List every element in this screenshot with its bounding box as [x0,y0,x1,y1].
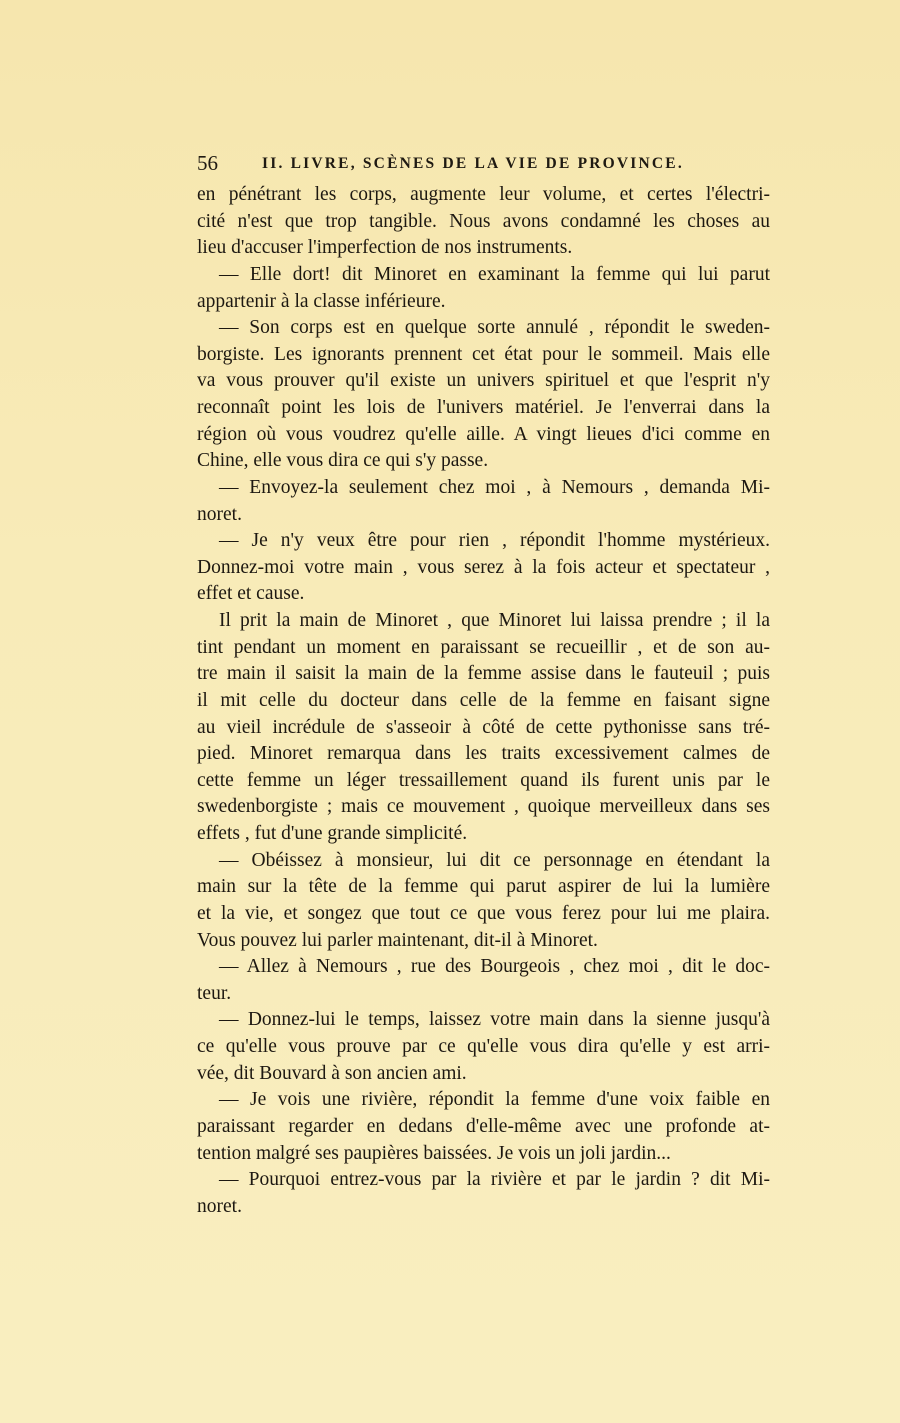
text-line: Il prit la main de Minoret , que Minoret lui laissa prendre ; il la [219,610,770,631]
text-line: ce qu'elle vous prouve par ce qu'elle vous dira qu'elle y est arri- [197,1036,770,1057]
text-line: tint pendant un moment en paraissant se recueillir , et de son au- [197,636,770,658]
text-line: en pénétrant les corps, augmente leur volume, et certes l'électri- [197,184,770,205]
text-line: va vous prouver qu'il existe un univers spirituel et que l'esprit n'y [197,370,770,392]
text-line: effets , fut d'une grande simplicité. [197,823,468,844]
text-line: vée, dit Bouvard à son ancien ami. [197,1062,467,1084]
text-line: pied. Minoret remarqua dans les traits excessivement calmes de [197,743,770,765]
text-line: au vieil incrédule de s'asseoir à côté de cette pythonisse sans tré- [197,716,770,738]
text-line: — Envoyez-la seulement chez moi , à Nemours , demanda Mi- [219,476,770,498]
body-text [197,182,770,1220]
text-line: noret. [197,1195,242,1217]
text-line: tention malgré ses paupières baissées. Je vois un joli jardin... [197,1142,671,1164]
text-line: reconnaît point les lois de l'univers matériel. Je l'enverrai dans la [197,397,770,418]
page-number: 56 [197,151,218,175]
text-line: effet et cause. [197,583,305,605]
text-line: — Je n'y veux être pour rien , répondit l'homme mystérieux. [219,530,770,552]
text-line: Donnez-moi votre main , vous serez à la fois acteur et spectateur , [197,556,770,578]
text-line: — Elle dort! dit Minoret en examinant la femme qui lui parut [219,263,770,285]
text-line: lieu d'accuser l'imperfection de nos instruments. [197,237,573,259]
text-line: cette femme un léger tressaillement quand ils furent unis par le [197,769,770,791]
text-line: Vous pouvez lui parler maintenant, dit-il à Minoret. [197,929,598,951]
text-line: il mit celle du docteur dans celle de la femme en faisant signe [197,689,770,711]
text-line: teur. [197,982,232,1004]
text-line: noret. [197,503,242,525]
text-line: paraissant regarder en dedans d'elle-même avec une profonde at- [197,1115,770,1137]
text-line: swedenborgiste ; mais ce mouvement , quoique merveilleux dans ses [197,796,770,818]
text-line: et la vie, et songez que tout ce que vous ferez pour lui me plaira. [197,902,770,924]
running-title: II. LIVRE, SCÈNES DE LA VIE DE PROVINCE. [262,155,684,172]
text-line: — Son corps est en quelque sorte annulé , répondit le sweden- [219,317,770,339]
text-line: — Obéissez à monsieur, lui dit ce personnage en étendant la [219,849,770,871]
running-head [197,150,712,176]
text-line: région où vous voudrez qu'elle aille. A vingt lieues d'ici comme en [197,423,770,445]
text-line: appartenir à la classe inférieure. [197,290,446,312]
text-line: Chine, elle vous dira ce qui s'y passe. [197,450,489,472]
text-line: — Je vois une rivière, répondit la femme d'une voix faible en [219,1089,770,1111]
text-line: — Allez à Nemours , rue des Bourgeois , chez moi , dit le doc- [219,956,770,978]
text-line: — Pourquoi entrez-vous par la rivière et par le jardin ? dit Mi- [219,1169,770,1191]
text-line: borgiste. Les ignorants prennent cet état pour le sommeil. Mais elle [197,343,770,365]
text-line: tre main il saisit la main de la femme assise dans le fauteuil ; puis [197,663,770,685]
text-line: — Donnez-lui le temps, laissez votre main dans la sienne jusqu'à [219,1009,770,1031]
text-line: main sur la tête de la femme qui parut aspirer de lui la lumière [197,876,770,898]
text-line: cité n'est que trop tangible. Nous avons condamné les choses au [197,210,770,232]
